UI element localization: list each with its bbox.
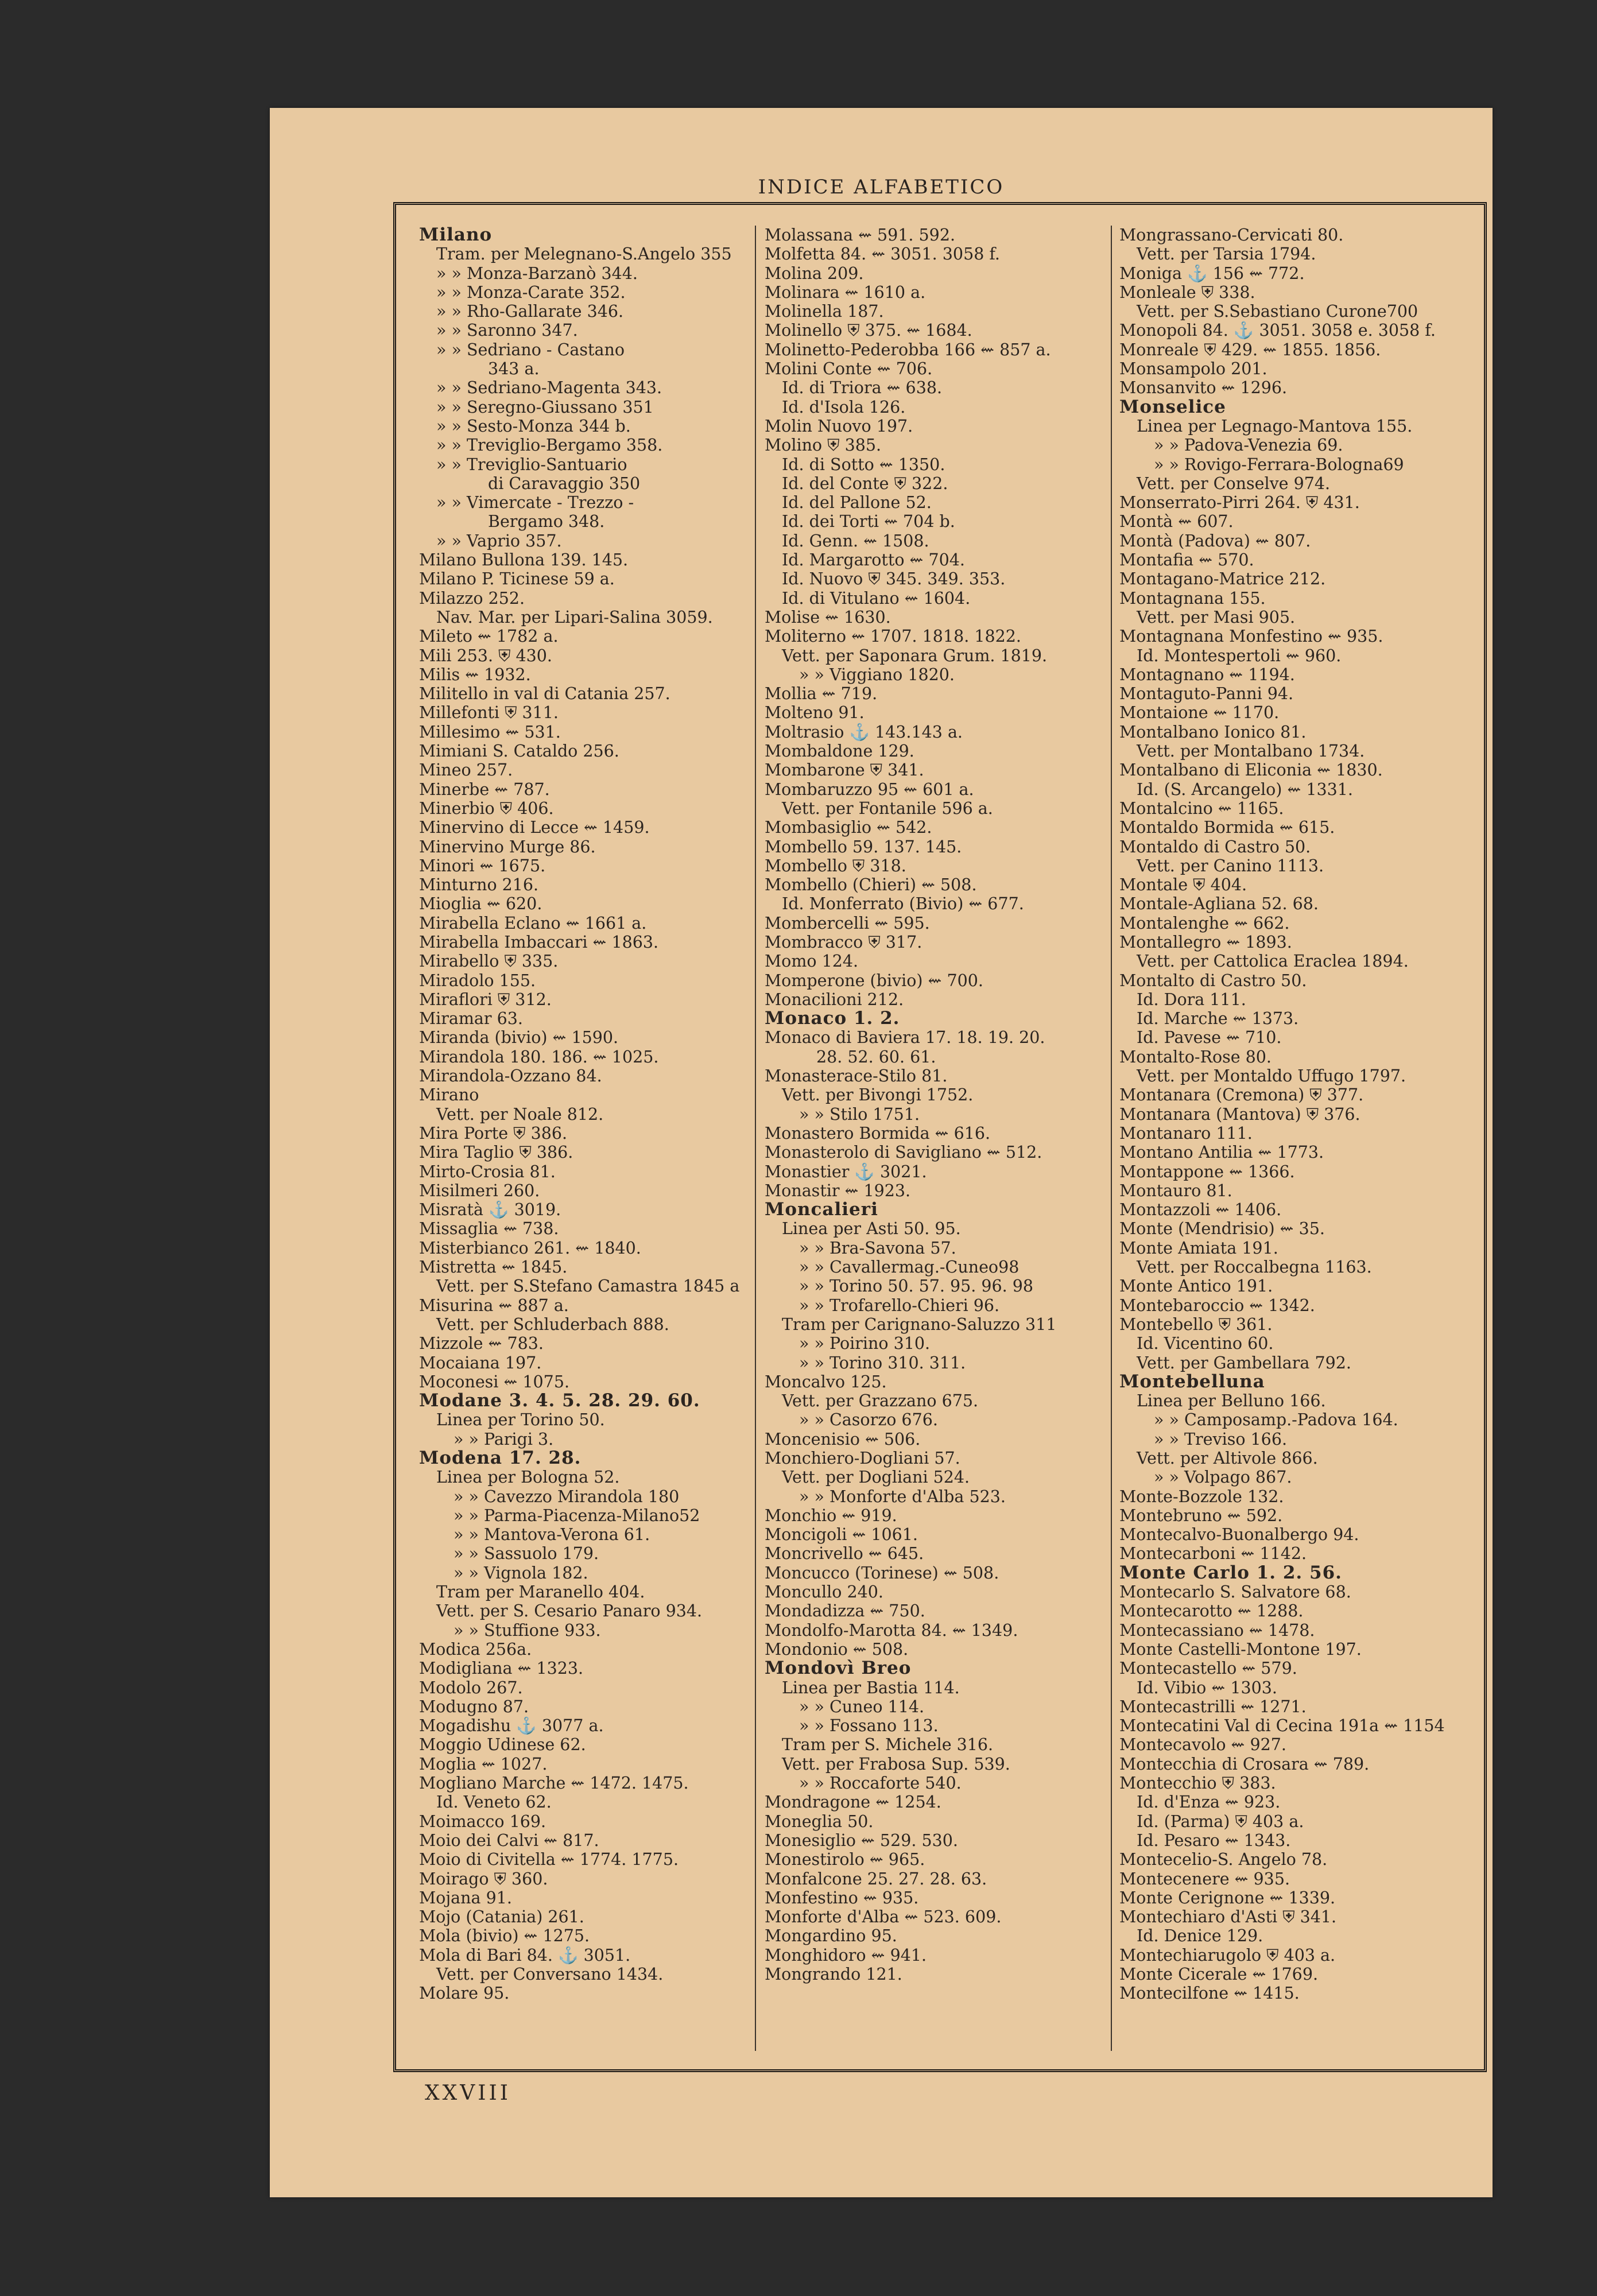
index-entry: Mojana 91.	[419, 1888, 512, 1907]
index-entry: Id. d'Isola 126.	[782, 397, 906, 417]
index-entry: Misterbianco 261. ⇜ 1840.	[419, 1238, 641, 1258]
index-entry: Milis ⇜ 1932.	[419, 665, 531, 684]
index-entry: Moggio Udinese 62.	[419, 1735, 586, 1755]
index-entry: Mirabella Eclano ⇜ 1661 a.	[419, 913, 647, 933]
index-entry: Id. Denice 129.	[1137, 1926, 1263, 1946]
index-entry: Milano Bullona 139. 145.	[419, 550, 629, 570]
index-entry: » » Poirino 310.	[799, 1334, 931, 1353]
index-entry: Moio dei Calvi ⇜ 817.	[419, 1830, 599, 1850]
column-divider	[1111, 226, 1112, 2051]
index-entry: Mola di Bari 84. ⚓ 3051.	[419, 1945, 631, 1965]
index-entry: Id. del Pallone 52.	[782, 493, 932, 513]
index-entry: Monte Amiata 191.	[1119, 1238, 1278, 1258]
index-entry: Minervino Murge 86.	[419, 837, 596, 856]
index-entry: Moncenisio ⇜ 506.	[765, 1429, 921, 1449]
index-entry: Minerbe ⇜ 787.	[419, 779, 550, 799]
index-entry: Montalbano Ionico 81.	[1119, 722, 1307, 742]
index-entry: Miramar 63.	[419, 1009, 523, 1029]
index-entry: Monte Cicerale ⇜ 1769.	[1119, 1965, 1319, 1984]
page-number: XXVIII	[425, 2081, 511, 2105]
index-entry: Minerbio ⛨ 406.	[419, 798, 554, 818]
index-entry: Mineo 257.	[419, 761, 513, 780]
index-entry: Id. Veneto 62.	[436, 1793, 552, 1812]
index-entry: Montecchia di Crosara ⇜ 789.	[1119, 1754, 1370, 1774]
index-entry: » » Vimercate - Trezzo -	[436, 493, 634, 513]
index-entry: Moliterno ⇜ 1707. 1818. 1822.	[765, 627, 1021, 646]
index-entry: Mirabella Imbaccari ⇜ 1863.	[419, 932, 659, 952]
index-entry: Id. d'Enza ⇜ 923.	[1137, 1793, 1281, 1812]
index-entry: Monte Antico 191.	[1119, 1277, 1273, 1296]
index-entry: Mombello 59. 137. 145.	[765, 837, 962, 856]
index-entry: Montaldo di Castro 50.	[1119, 837, 1311, 856]
index-entry: Id. Genn. ⇜ 1508.	[782, 531, 929, 550]
index-column-3	[1119, 226, 1478, 2051]
index-entry: Vett. per Saponara Grum. 1819.	[782, 646, 1048, 665]
index-entry: Monastier ⚓ 3021.	[765, 1162, 927, 1181]
index-entry: Linea per Belluno 166.	[1137, 1391, 1326, 1411]
index-entry: Molassana ⇜ 591. 592.	[765, 226, 956, 245]
book-page	[270, 108, 1493, 2197]
index-entry: » » Rovigo-Ferrara-Bologna69	[1154, 455, 1404, 474]
index-entry: Monte Castelli-Montone 197.	[1119, 1639, 1362, 1659]
index-entry: Molinello ⛨ 375. ⇜ 1684.	[765, 321, 972, 340]
index-entry: » » Cuneo 114.	[799, 1697, 925, 1716]
index-entry: Vett. per Schluderbach 888.	[436, 1314, 669, 1334]
index-entry: Monchiero-Dogliani 57.	[765, 1449, 960, 1468]
index-entry: Mizzole ⇜ 783.	[419, 1334, 544, 1353]
index-entry: » » Sesto-Monza 344 b.	[436, 416, 631, 436]
index-entry: Mondolfo-Marotta 84. ⇜ 1349.	[765, 1620, 1018, 1640]
index-entry: Montebaroccio ⇜ 1342.	[1119, 1296, 1315, 1315]
index-entry: Misurina ⇜ 887 a.	[419, 1296, 569, 1315]
index-entry: Minturno 216.	[419, 875, 539, 895]
page-header: INDICE ALFABETICO	[758, 176, 1005, 199]
index-entry: Montalenghe ⇜ 662.	[1119, 913, 1290, 933]
index-entry: Id. Nuovo ⛨ 345. 349. 353.	[782, 569, 1006, 589]
index-entry: Molin Nuovo 197.	[765, 416, 913, 436]
index-entry: Nav. Mar. per Lipari-Salina 3059.	[436, 607, 713, 627]
index-entry: Mola (bivio) ⇜ 1275.	[419, 1926, 590, 1946]
index-entry: Montappone ⇜ 1366.	[1119, 1162, 1295, 1181]
index-entry: Tram per Maranello 404.	[436, 1583, 645, 1602]
index-entry: Moncrivello ⇜ 645.	[765, 1544, 924, 1564]
index-heading: Monaco 1. 2.	[765, 1008, 900, 1029]
index-entry: » » Stuffione 933.	[453, 1620, 601, 1640]
index-entry: Id. di Sotto ⇜ 1350.	[782, 455, 945, 474]
index-entry: Mogliano Marche ⇜ 1472. 1475.	[419, 1774, 689, 1793]
index-entry: Id. del Conte ⛨ 322.	[782, 474, 948, 493]
index-entry: Miradolo 155.	[419, 971, 536, 990]
index-entry: Id. Pavese ⇜ 710.	[1137, 1028, 1282, 1048]
index-entry: Monchio ⇜ 919.	[765, 1506, 897, 1525]
index-entry: Moncullo 240.	[765, 1583, 883, 1602]
index-entry: Montecastello ⇜ 579.	[1119, 1659, 1297, 1678]
index-entry: Mongrando 121.	[765, 1965, 902, 1984]
index-entry: Id. (Parma) ⛨ 403 a.	[1137, 1812, 1304, 1831]
index-entry: Mira Porte ⛨ 386.	[419, 1123, 568, 1143]
index-entry: Mira Taglio ⛨ 386.	[419, 1143, 573, 1162]
index-entry: Montecelio-S. Angelo 78.	[1119, 1850, 1328, 1870]
index-entry: Molise ⇜ 1630.	[765, 607, 891, 627]
index-entry: » » Sedriano-Magenta 343.	[436, 378, 662, 398]
index-entry: » » Fossano 113.	[799, 1716, 939, 1736]
index-entry: Mombracco ⛨ 317.	[765, 932, 922, 952]
index-frame	[393, 202, 1487, 2072]
index-entry: Montecarotto ⇜ 1288.	[1119, 1601, 1304, 1621]
index-entry: » » Camposamp.-Padova 164.	[1154, 1410, 1398, 1430]
index-entry: Monacilioni 212.	[765, 990, 904, 1009]
index-entry: Momo 124.	[765, 952, 859, 971]
index-entry: Molino ⛨ 385.	[765, 436, 882, 455]
index-entry: Montano Antilia ⇜ 1773.	[1119, 1143, 1324, 1162]
index-entry: Vett. per Masi 905.	[1137, 607, 1296, 627]
index-entry: Monforte d'Alba ⇜ 523. 609.	[765, 1907, 1002, 1927]
index-entry: Vett. per Dogliani 524.	[782, 1468, 970, 1487]
index-heading: Moncalieri	[765, 1199, 878, 1220]
index-entry: Modugno 87.	[419, 1697, 529, 1716]
index-entry: » » Vaprio 357.	[436, 531, 562, 550]
index-entry: Montecilfone ⇜ 1415.	[1119, 1984, 1300, 2003]
index-heading: Monselice	[1119, 396, 1226, 417]
index-entry: Montanara (Mantova) ⛨ 376.	[1119, 1104, 1360, 1124]
index-entry: Monaco di Baviera 17. 18. 19. 20.	[765, 1028, 1045, 1048]
index-entry: Vett. per Altivole 866.	[1137, 1449, 1318, 1468]
index-entry: Mistretta ⇜ 1845.	[419, 1258, 568, 1277]
index-entry: Moirago ⛨ 360.	[419, 1869, 548, 1888]
index-entry: Misratà ⚓ 3019.	[419, 1200, 561, 1220]
index-entry: Vett. per Gambellara 792.	[1137, 1353, 1351, 1372]
index-entry: Mongrassano-Cervicati 80.	[1119, 226, 1344, 245]
index-entry: Tram per S. Michele 316.	[782, 1735, 994, 1755]
index-entry: » » Mantova-Verona 61.	[453, 1525, 650, 1545]
index-entry: Montà (Padova) ⇜ 807.	[1119, 531, 1311, 550]
index-entry: Montecassiano ⇜ 1478.	[1119, 1620, 1315, 1640]
index-entry: Montechiarugolo ⛨ 403 a.	[1119, 1945, 1336, 1965]
index-entry: Vett. per Fontanile 596 a.	[782, 798, 993, 818]
index-entry: Vett. per Grazzano 675.	[782, 1391, 979, 1411]
index-entry: Molinella 187.	[765, 302, 884, 321]
index-entry: Milazzo 252.	[419, 588, 525, 608]
index-entry: Montalto di Castro 50.	[1119, 971, 1307, 990]
index-entry: » » Monza-Carate 352.	[436, 282, 626, 302]
index-entry: Molfetta 84. ⇜ 3051. 3058 f.	[765, 245, 1000, 264]
index-entry: Id. Margarotto ⇜ 704.	[782, 550, 965, 570]
index-entry: » » Sedriano - Castano	[436, 340, 625, 359]
index-entry: Mocaiana 197.	[419, 1353, 542, 1372]
index-entry: » » Treviglio-Santuario	[436, 455, 627, 474]
index-entry: » » Torino 50. 57. 95. 96. 98	[799, 1277, 1034, 1296]
index-entry: Milano P. Ticinese 59 a.	[419, 569, 615, 589]
index-entry: » » Roccaforte 540.	[799, 1774, 962, 1793]
index-entry: Vett. per Montalbano 1734.	[1137, 742, 1365, 761]
index-entry: Mombasiglio ⇜ 542.	[765, 818, 932, 837]
index-entry: » » Cavezzo Mirandola 180	[453, 1487, 680, 1506]
index-entry: Mirabello ⛨ 335.	[419, 952, 559, 971]
index-entry: Montecchio ⛨ 383.	[1119, 1774, 1276, 1793]
index-entry: Montà ⇜ 607.	[1119, 512, 1234, 532]
index-entry: Mirano	[419, 1085, 479, 1105]
index-entry: Monfestino ⇜ 935.	[765, 1888, 919, 1907]
index-entry: Linea per Bastia 114.	[782, 1678, 960, 1697]
index-entry: Id. Marche ⇜ 1373.	[1137, 1009, 1299, 1029]
index-entry: Montagnana Monfestino ⇜ 935.	[1119, 627, 1383, 646]
index-entry: Mondragone ⇜ 1254.	[765, 1793, 941, 1812]
index-entry: Vett. per Frabosa Sup. 539.	[782, 1754, 1010, 1774]
index-entry: Monesiglio ⇜ 529. 530.	[765, 1830, 958, 1850]
index-entry: » » Parigi 3.	[453, 1429, 554, 1449]
index-entry: Miranda (bivio) ⇜ 1590.	[419, 1028, 619, 1048]
index-entry: Millefonti ⛨ 311.	[419, 703, 559, 723]
index-entry: Molina 209.	[765, 263, 864, 283]
index-entry: Montecavolo ⇜ 927.	[1119, 1735, 1286, 1755]
index-entry: » » Viggiano 1820.	[799, 665, 955, 684]
index-entry: Montalcino ⇜ 1165.	[1119, 798, 1284, 818]
index-entry: Montaguto-Panni 94.	[1119, 684, 1294, 704]
index-entry: Id. Monferrato (Bivio) ⇜ 677.	[782, 894, 1024, 914]
index-entry: Montecalvo-Buonalbergo 94.	[1119, 1525, 1359, 1545]
index-entry: » » Treviglio-Bergamo 358.	[436, 436, 663, 455]
index-entry: di Caravaggio 350	[488, 474, 641, 493]
index-entry: » » Stilo 1751.	[799, 1104, 920, 1124]
index-entry: Mombaldone 129.	[765, 742, 914, 761]
index-entry: Vett. per Tarsia 1794.	[1137, 245, 1316, 264]
index-entry: Montazzoli ⇜ 1406.	[1119, 1200, 1282, 1220]
index-heading: Milano	[419, 226, 493, 245]
index-entry: Miraflori ⛨ 312.	[419, 990, 552, 1009]
index-entry: Monghidoro ⇜ 941.	[765, 1945, 927, 1965]
index-heading: Modane 3. 4. 5. 28. 29. 60.	[419, 1390, 700, 1411]
index-entry: » » Cavallermag.-Cuneo98	[799, 1258, 1020, 1277]
index-entry: Linea per Torino 50.	[436, 1410, 605, 1430]
index-column-2	[765, 226, 1109, 2051]
index-entry: Montagnano ⇜ 1194.	[1119, 665, 1295, 684]
index-entry: Molinara ⇜ 1610 a.	[765, 282, 926, 302]
index-entry: » » Padova-Venezia 69.	[1154, 436, 1343, 455]
index-entry: Monte-Bozzole 132.	[1119, 1487, 1284, 1506]
index-entry: Moconesi ⇜ 1075.	[419, 1372, 570, 1391]
index-entry: » » Sassuolo 179.	[453, 1544, 599, 1564]
index-entry: Misilmeri 260.	[419, 1181, 540, 1200]
index-entry: Id. di Vitulano ⇜ 1604.	[782, 588, 971, 608]
index-entry: Minervino di Lecce ⇜ 1459.	[419, 818, 650, 837]
index-entry: Montagano-Matrice 212.	[1119, 569, 1326, 589]
index-entry: Mojo (Catania) 261.	[419, 1907, 584, 1927]
index-entry: Monreale ⛨ 429. ⇜ 1855. 1856.	[1119, 340, 1381, 359]
index-entry: Montecatini Val di Cecina 191a ⇜ 1154	[1119, 1716, 1445, 1736]
index-entry: 28. 52. 60. 61.	[816, 1047, 936, 1066]
index-entry: Vett. per Conselve 974.	[1137, 474, 1331, 493]
index-entry: Moncucco (Torinese) ⇜ 508.	[765, 1563, 999, 1583]
index-entry: Monte (Mendrisio) ⇜ 35.	[1119, 1219, 1325, 1239]
index-entry: Vett. per S.Sebastiano Curone700	[1137, 302, 1418, 321]
index-entry: Millesimo ⇜ 531.	[419, 722, 561, 742]
index-entry: Moneglia 50.	[765, 1812, 874, 1831]
index-entry: Linea per Bologna 52.	[436, 1468, 620, 1487]
index-entry: Montaldo Bormida ⇜ 615.	[1119, 818, 1335, 837]
index-entry: Montafia ⇜ 570.	[1119, 550, 1254, 570]
index-entry: Montebruno ⇜ 592.	[1119, 1506, 1283, 1525]
index-entry: Moncigoli ⇜ 1061.	[765, 1525, 918, 1545]
index-entry: » » Rho-Gallarate 346.	[436, 302, 624, 321]
index-entry: Vett. per Noale 812.	[436, 1104, 604, 1124]
index-heading: Modena 17. 28.	[419, 1448, 582, 1468]
index-entry: Linea per Legnago-Mantova 155.	[1137, 416, 1413, 436]
index-entry: Mileto ⇜ 1782 a.	[419, 627, 559, 646]
index-entry: Vett. per Bivongi 1752.	[782, 1085, 974, 1105]
index-entry: Id. Pesaro ⇜ 1343.	[1137, 1830, 1291, 1850]
index-entry: Monastir ⇜ 1923.	[765, 1181, 911, 1200]
index-entry: Mioglia ⇜ 620.	[419, 894, 542, 914]
index-entry: » » Torino 310. 311.	[799, 1353, 966, 1372]
index-entry: Tram. per Melegnano-S.Angelo 355	[436, 245, 732, 264]
index-entry: » » Treviso 166.	[1154, 1429, 1288, 1449]
index-entry: Monserrato-Pirri 264. ⛨ 431.	[1119, 493, 1360, 513]
index-entry: Montale ⛨ 404.	[1119, 875, 1247, 895]
index-entry: Mongardino 95.	[765, 1926, 897, 1946]
index-entry: Id. Dora 111.	[1137, 990, 1246, 1009]
index-entry: Moltrasio ⚓ 143.143 a.	[765, 722, 963, 742]
index-entry: Mondadizza ⇜ 750.	[765, 1601, 925, 1621]
index-entry: » » Casorzo 676.	[799, 1410, 938, 1430]
index-entry: Monsampolo 201.	[1119, 359, 1267, 379]
index-entry: Militello in val di Catania 257.	[419, 684, 670, 704]
index-entry: Montaione ⇜ 1170.	[1119, 703, 1280, 723]
index-entry: Modica 256a.	[419, 1639, 532, 1659]
index-entry: Montauro 81.	[1119, 1181, 1232, 1200]
index-entry: Molinetto-Pederobba 166 ⇜ 857 a.	[765, 340, 1051, 359]
index-entry: Minori ⇜ 1675.	[419, 856, 546, 875]
index-heading: Mondovì Breo	[765, 1658, 912, 1679]
index-entry: Molteno 91.	[765, 703, 865, 723]
index-entry: Montecarboni ⇜ 1142.	[1119, 1544, 1307, 1564]
index-entry: Mirandola-Ozzano 84.	[419, 1066, 602, 1086]
index-entry: » » Seregno-Giussano 351	[436, 397, 654, 417]
index-entry: Vett. per Conversano 1434.	[436, 1965, 664, 1984]
index-heading: Montebelluna	[1119, 1371, 1265, 1392]
index-entry: » » Trofarello-Chieri 96.	[799, 1296, 1000, 1315]
index-entry: Montanara (Cremona) ⛨ 377.	[1119, 1085, 1364, 1105]
index-entry: Monleale ⛨ 338.	[1119, 282, 1255, 302]
index-entry: Monsanvito ⇜ 1296.	[1119, 378, 1288, 398]
index-entry: Montebello ⛨ 361.	[1119, 1314, 1273, 1334]
index-entry: Linea per Asti 50. 95.	[782, 1219, 961, 1239]
index-entry: Montecenere ⇜ 935.	[1119, 1869, 1290, 1888]
index-entry: Momperone (bivio) ⇜ 700.	[765, 971, 983, 990]
index-entry: » » Bra-Savona 57.	[799, 1238, 956, 1258]
index-entry: Monasterolo di Savigliano ⇜ 512.	[765, 1143, 1042, 1162]
index-entry: » » Saronno 347.	[436, 321, 578, 340]
index-entry: Mollia ⇜ 719.	[765, 684, 878, 704]
index-entry: Monestirolo ⇜ 965.	[765, 1850, 925, 1870]
index-entry: Moglia ⇜ 1027.	[419, 1754, 548, 1774]
index-entry: Moniga ⚓ 156 ⇜ 772.	[1119, 263, 1305, 283]
index-entry: Montecarlo S. Salvatore 68.	[1119, 1583, 1351, 1602]
index-entry: Vett. per Roccalbegna 1163.	[1137, 1258, 1372, 1277]
index-entry: Id. di Triora ⇜ 638.	[782, 378, 943, 398]
index-entry: Montale-Agliana 52. 68.	[1119, 894, 1319, 914]
index-entry: Mombello ⛨ 318.	[765, 856, 906, 875]
index-entry: Mombaruzzo 95 ⇜ 601 a.	[765, 779, 974, 799]
index-entry: Bergamo 348.	[488, 512, 605, 532]
index-entry: Missaglia ⇜ 738.	[419, 1219, 559, 1239]
index-entry: 343 a.	[488, 359, 540, 379]
index-entry: Montanaro 111.	[1119, 1123, 1253, 1143]
index-entry: Vett. per Canino 1113.	[1137, 856, 1324, 875]
index-entry: Molini Conte ⇜ 706.	[765, 359, 933, 379]
index-entry: Id. Vibio ⇜ 1303.	[1137, 1678, 1277, 1697]
index-entry: Vett. per Montaldo Uffugo 1797.	[1137, 1066, 1406, 1086]
index-entry: » » Parma-Piacenza-Milano52	[453, 1506, 700, 1525]
index-entry: Vett. per S.Stefano Camastra 1845 a	[436, 1277, 740, 1296]
index-entry: Mirandola 180. 186. ⇜ 1025.	[419, 1047, 659, 1066]
index-entry: Monasterace-Stilo 81.	[765, 1066, 948, 1086]
index-entry: Monfalcone 25. 27. 28. 63.	[765, 1869, 987, 1888]
index-entry: Mondonio ⇜ 508.	[765, 1639, 909, 1659]
index-entry: Vett. per S. Cesario Panaro 934.	[436, 1601, 703, 1621]
index-entry: Mombarone ⛨ 341.	[765, 761, 924, 780]
index-entry: Montagnana 155.	[1119, 588, 1266, 608]
index-entry: Moio di Civitella ⇜ 1774. 1775.	[419, 1850, 679, 1870]
index-entry: Mombello (Chieri) ⇜ 508.	[765, 875, 977, 895]
index-entry: Tram per Carignano-Saluzzo 311	[782, 1314, 1057, 1334]
index-entry: Mili 253. ⛨ 430.	[419, 646, 552, 665]
index-entry: Monastero Bormida ⇜ 616.	[765, 1123, 991, 1143]
index-entry: Modolo 267.	[419, 1678, 523, 1697]
column-divider	[755, 226, 756, 2051]
index-entry: Monte Cerignone ⇜ 1339.	[1119, 1888, 1336, 1907]
index-column-1	[419, 226, 749, 2051]
index-entry: Mombercelli ⇜ 595.	[765, 913, 930, 933]
index-entry: Montechiaro d'Asti ⛨ 341.	[1119, 1907, 1337, 1927]
index-entry: Mogadishu ⚓ 3077 a.	[419, 1716, 604, 1736]
index-entry: Montalto-Rose 80.	[1119, 1047, 1272, 1066]
index-entry: Montalbano di Eliconia ⇜ 1830.	[1119, 761, 1383, 780]
index-entry: Monopoli 84. ⚓ 3051. 3058 e. 3058 f.	[1119, 321, 1436, 340]
index-entry: Modigliana ⇜ 1323.	[419, 1659, 584, 1678]
index-entry: Montallegro ⇜ 1893.	[1119, 932, 1292, 952]
index-entry: Moimacco 169.	[419, 1812, 546, 1831]
index-entry: » » Vignola 182.	[453, 1563, 588, 1583]
index-entry: » » Volpago 867.	[1154, 1468, 1292, 1487]
index-heading: Monte Carlo 1. 2. 56.	[1119, 1562, 1342, 1583]
index-entry: Molare 95.	[419, 1984, 510, 2003]
index-entry: Id. (S. Arcangelo) ⇜ 1331.	[1137, 779, 1353, 799]
index-entry: » » Monforte d'Alba 523.	[799, 1487, 1006, 1506]
index-entry: Id. dei Torti ⇜ 704 b.	[782, 512, 955, 532]
index-entry: Montecastrilli ⇜ 1271.	[1119, 1697, 1307, 1716]
index-entry: Vett. per Cattolica Eraclea 1894.	[1137, 952, 1409, 971]
index-entry: Mirto-Crosia 81.	[419, 1162, 556, 1181]
index-entry: » » Monza-Barzanò 344.	[436, 263, 638, 283]
index-entry: Id. Montespertoli ⇜ 960.	[1137, 646, 1342, 665]
index-entry: Id. Vicentino 60.	[1137, 1334, 1274, 1353]
index-entry: Mimiani S. Cataldo 256.	[419, 742, 619, 761]
index-entry: Moncalvo 125.	[765, 1372, 887, 1391]
